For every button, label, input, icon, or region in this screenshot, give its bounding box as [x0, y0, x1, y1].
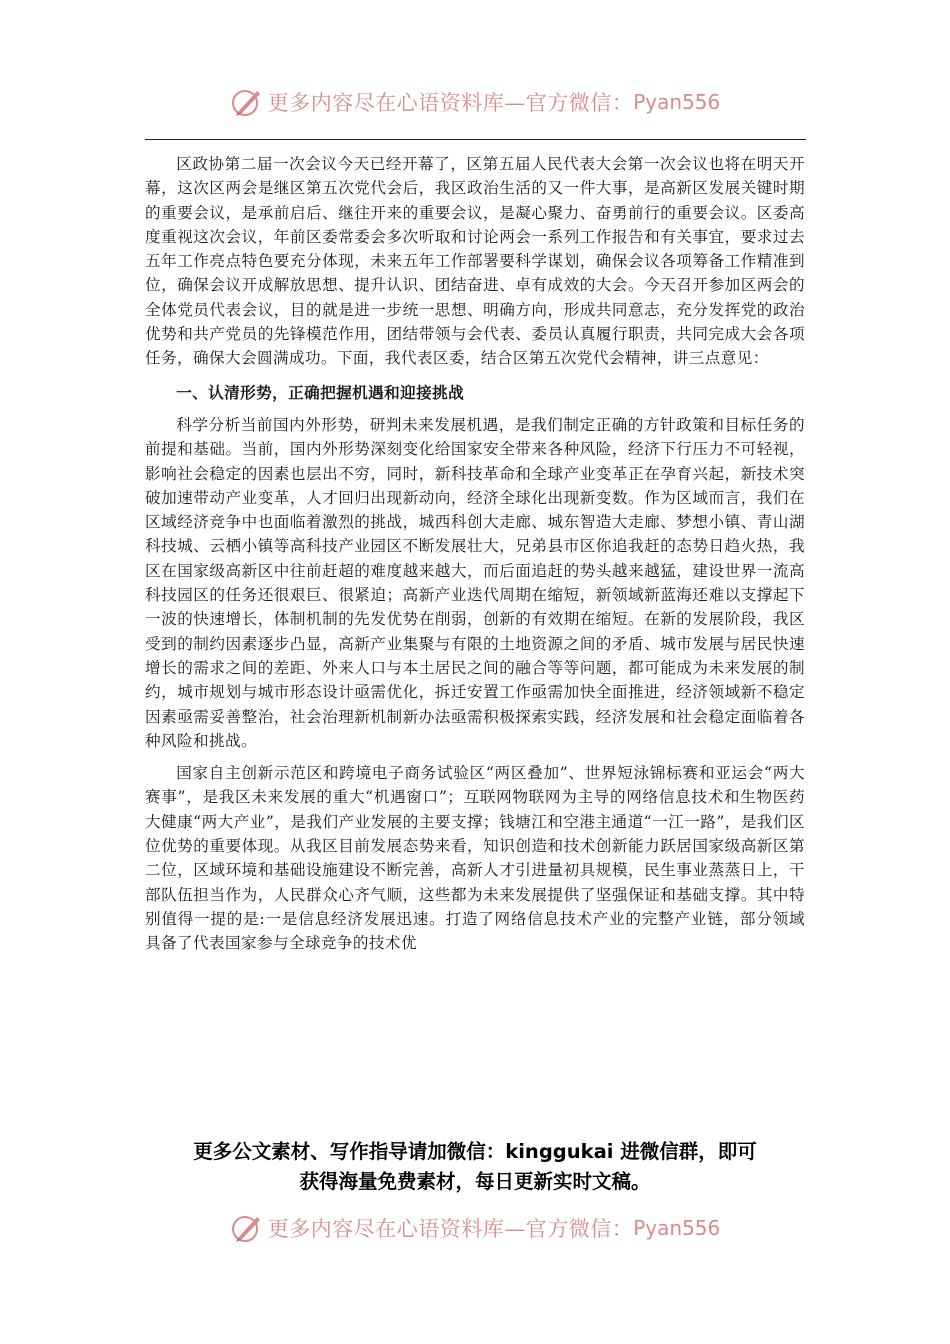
footer-banner [0, 1208, 950, 1248]
promo-line: 获得海量免费素材，每日更新实时文稿。 [299, 1170, 651, 1193]
pen-logo-icon [230, 85, 264, 119]
body-paragraph: 国家自主创新示范区和跨境电子商务试验区“两区叠加”、世界短泳锦标赛和亚运会“两大赛事”，是我区未来发展的重大“机遇窗口”；互联网物联网为主导的网络信息技术和生物医药大健康“两大产业”，是我们产业发展的主要支撑；钱塘江和空港主通道“一江一路”，是我们区位优势的重要体现。从我区目前发展态势来看，知识创造和技术创新能力跃居国家级高新区第二位，区域环境和基础设施建设不断完善，高新人才引进量初具规模，民生事业蒸蒸日上，干部队伍担当作为，人民群众心齐气顺，这些都为未来发展提供了坚强保证和基础支撑。其中特别值得一提的是:一是信息经济发展迅速。打造了网络信息技术产业的完整产业链，部分领域具备了代表国家参与全球竞争的技术优 [145, 764, 805, 953]
banner-text: 更多内容尽在心语资料库—官方微信： [267, 1217, 634, 1241]
promo-notice [145, 1137, 805, 1197]
banner-text: 更多内容尽在心语资料库—官方微信： [267, 91, 634, 115]
banner-wechat-id: Pyan556 [633, 90, 721, 114]
banner-wechat-id: Pyan556 [633, 1216, 721, 1240]
header-divider [145, 139, 806, 140]
pen-logo-icon [230, 1211, 264, 1245]
promo-line: 更多公文素材、写作指导请加微信：kinggukai 进微信群，即可 [193, 1140, 757, 1163]
section-heading: 一、认清形势，正确把握机遇和迎接挑战 [176, 383, 465, 402]
document-body [145, 152, 805, 956]
header-banner [0, 82, 950, 122]
body-paragraph: 区政协第二届一次会议今天已经开幕了，区第五届人民代表大会第一次会议也将在明天开幕，这次区两会是继区第五次党代会后，我区政治生活的又一件大事，是高新区发展关键时期的重要会议，是承前启后、继往开来的重要会议，是凝心聚力、奋勇前行的重要会议。区委高度重视这次会议，年前区委常委会多次听取和讨论两会一系列工作报告和有关事宜，要求过去五年工作亮点特色要充分体现，未来五年工作部署要科学谋划，确保会议各项筹备工作精准到位，确保会议开成解放思想、提升认识、团结奋进、卓有成效的大会。今天召开参加区两会的全体党员代表会议，目的就是进一步统一思想、明确方向，形成共同意志，充分发挥党的政治优势和共产党员的先锋模范作用，团结带领与会代表、委员认真履行职责，共同完成大会各项任务，确保大会圆满成功。下面，我代表区委，结合区第五次党代会精神，讲三点意见： [145, 155, 805, 368]
body-paragraph: 科学分析当前国内外形势，研判未来发展机遇，是我们制定正确的方针政策和目标任务的前提和基础。当前，国内外形势深刻变化给国家安全带来各种风险，经济下行压力不可轻视，影响社会稳定的因素也层出不穷，同时，新科技革命和全球产业变革正在孕育兴起，新技术突破加速带动产业变革，人才回归出现新动向，经济全球化出现新变数。作为区域而言，我们在区域经济竞争中也面临着激烈的挑战，城西科创大走廊、城东智造大走廊、梦想小镇、青山湖科技城、云栖小镇等高科技产业园区不断发展壮大，兄弟县市区你追我赶的态势日趋火热，我区在国家级高新区中往前赶超的难度越来越大，而后面追赶的势头越来越猛，建设世界一流高科技园区的任务还很艰巨、很紧迫；高新产业迭代周期在缩短，新领域新蓝海还难以支撑起下一波的快速增长，体制机制的先发优势在削弱，创新的有效期在缩短。在新的发展阶段，我区受到的制约因素逐步凸显，高新产业集聚与有限的土地资源之间的矛盾、城市发展与居民快速增长的需求之间的差距、外来人口与本土居民之间的融合等等问题，都可能成为未来发展的制约，城市规划与城市形态设计亟需优化，拆迁安置工作亟需加快全面推进，经济领域新不稳定因素亟需妥善整治，社会治理新机制新办法亟需积极探索实践，经济发展和社会稳定面临着各种风险和挑战。 [145, 415, 805, 750]
